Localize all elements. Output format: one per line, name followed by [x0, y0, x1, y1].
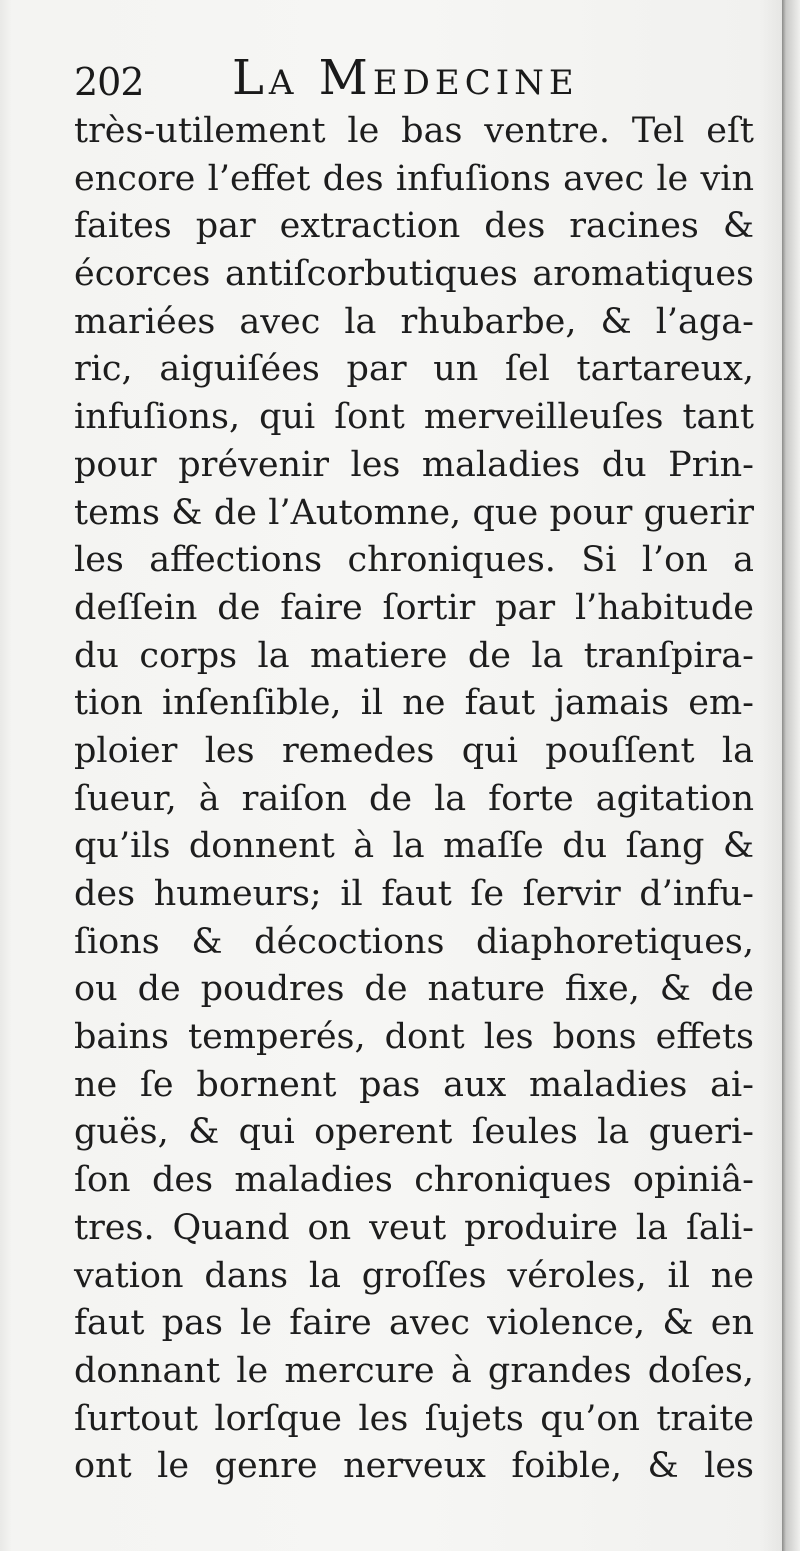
text-line: ou de poudres de nature fixe, & de [74, 969, 754, 1010]
text-line: vation dans la groſſes véroles, il ne [74, 1255, 754, 1296]
text-line: ont le genre nerveux foible, & les [74, 1446, 754, 1487]
text-line: mariées avec la rhubarbe, & l’aga- [74, 301, 754, 342]
text-line: faites par extraction des racines & [74, 206, 754, 247]
text-line: ſueur, à raiſon de la forte agitation [74, 778, 754, 819]
text-line: tion inſenſible, il ne faut jamais em- [74, 683, 754, 724]
text-line: faut pas le faire avec violence, & en [74, 1303, 754, 1344]
text-line: infuſions, qui ſont merveilleuſes tant [74, 397, 754, 438]
text-line: ſions & décoctions diaphoretiques, [74, 921, 754, 962]
text-line: ſon des maladies chroniques opiniâ- [74, 1160, 754, 1201]
text-line: tems & de l’Automne, que pour guerir [74, 492, 754, 533]
body-text [74, 108, 754, 1491]
text-line: ploier les remedes qui pouſſent la [74, 730, 754, 771]
text-line: guës, & qui operent ſeules la gueri- [74, 1112, 754, 1153]
text-line: très-utilement le bas ventre. Tel eſt [74, 111, 754, 151]
text-line: du corps la matiere de la tranſpira- [74, 635, 754, 676]
text-line: donnant le mercure à grandes doſes, [74, 1350, 754, 1391]
text-line: pour prévenir les maladies du Prin- [74, 444, 754, 485]
text-line: ne ſe bornent pas aux maladies ai- [74, 1064, 754, 1105]
text-line: ric, aiguiſées par un ſel tartareux, [74, 349, 754, 390]
text-line: bains temperés, dont les bons effets [74, 1017, 754, 1058]
text-line: des humeurs; il faut ſe ſervir d’infu- [74, 874, 754, 914]
text-line: les affections chroniques. Si l’on a [74, 540, 754, 581]
page-edge-shadow [782, 0, 800, 1551]
text-line: tres. Quand on veut produire la ſali- [74, 1207, 754, 1248]
page-number: 202 [74, 60, 144, 104]
text-line: deſſein de faire ſortir par l’habitude [74, 587, 754, 628]
text-line: ſurtout lorſque les ſujets qu’on traite [74, 1398, 754, 1439]
text-line: qu’ils donnent à la maſſe du ſang & [74, 826, 754, 867]
text-line: encore l’effet des infuſions avec le vin [74, 158, 754, 199]
text-line: écorces antiſcorbutiques aromatiques [74, 254, 754, 295]
running-title: La Medecine [232, 50, 579, 106]
page-header [74, 52, 754, 108]
